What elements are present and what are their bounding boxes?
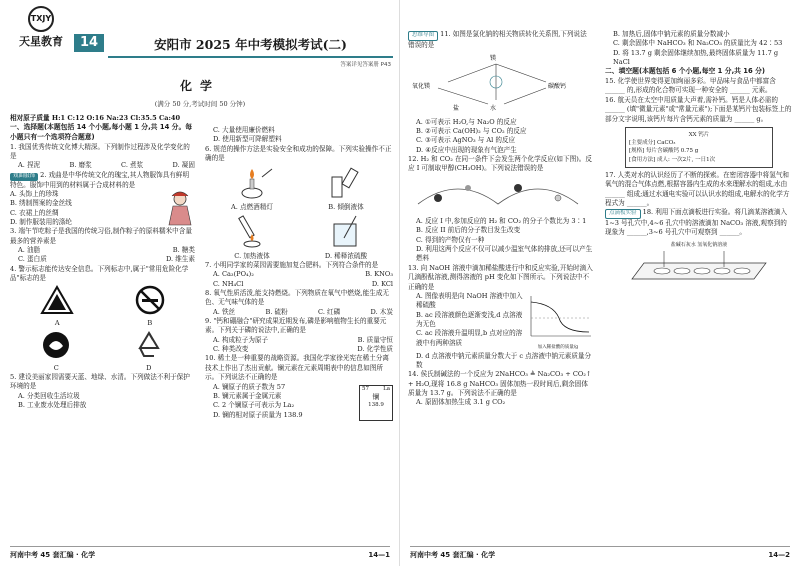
water-saving-icon	[41, 330, 71, 360]
question-13: 13. 向 NaOH 溶液中滴加稀盐酸进行中和反应实验,开始时滴入几滴酚酞溶液,测得溶液的 pH 变化如下图所示。下列说法中不正确的是	[408, 263, 593, 291]
option[interactable]: D. 凝固	[172, 161, 195, 170]
label-line: [食用方法] 成人: 一次2片, 一日1次	[629, 156, 716, 163]
question-3: 3. 端午节吃粽子是我国的传统习俗,制作粽子的原料糯米中含量最多的营养素是	[10, 227, 192, 245]
question-16: 16. 航天员在太空中用质量大声着,需补钙。钙是人体必需的 ______ (填"微量元素"或"常量元素");下面是某钙片包装标签上的部分文字说明,该钙片每片含钙元素的质量为 ______ g。	[605, 95, 792, 123]
question-4: 4. 警示标志能传达安全信息。下列标志中,属于"常用危险化学品"标志的是	[10, 264, 189, 283]
logo-text: 天星教育	[19, 35, 63, 48]
option[interactable]: B. 硫粉	[265, 307, 288, 316]
option[interactable]: B. ②可表示 Ca(OH)₂ 与 CO₂ 的反应	[416, 126, 527, 135]
alcohol-lamp-icon	[230, 165, 274, 199]
topic-tag: 戏曲服饰	[10, 173, 38, 181]
option[interactable]: B. ac 段溶液颜色逐渐变浅,d 点溶液为无色	[416, 310, 523, 328]
section-2-heading: 二、填空题(本题包括 6 个小题,每空 1 分,共 16 分)	[605, 67, 766, 76]
paper-number-badge: 14	[74, 34, 104, 52]
question-10: 10. 稀土是一种重要的战略资源。我国化学家徐光宪在稀土分离技术上作出了杰出贡献。镧元素在元素周期表中的信息如图所示。下列说法不正确的是	[205, 354, 390, 382]
option[interactable]: B. 反应 II 前后的分子数目发生改变	[416, 226, 521, 235]
option[interactable]: D. 化学性质	[357, 345, 393, 354]
node-label: 氧化镁	[412, 83, 431, 91]
left-column-2	[205, 126, 393, 421]
option[interactable]: D. 镧的相对原子质量为 138.9	[213, 410, 303, 419]
option[interactable]: D. 制作服装用的涤纶	[10, 217, 72, 226]
score-line: (满分 50 分,考试时间 50 分钟)	[154, 100, 246, 108]
question-1-options	[10, 161, 195, 170]
label-line: [主要成分] CaCO₃	[629, 140, 676, 147]
question-6-figures-row-1	[205, 165, 393, 212]
option[interactable]: D. 利用这两个反应不仅可以减少温室气体的排放,还可以产生燃料	[416, 245, 593, 263]
option[interactable]: C. NH₄Cl	[213, 279, 244, 288]
label-line: [规格] 每片含碳酸钙 0.75 g	[629, 148, 699, 155]
option[interactable]: D. 木炭	[370, 307, 393, 316]
pour-liquid-icon	[324, 165, 368, 199]
topic-tag: 点滴板实验	[605, 209, 641, 219]
option[interactable]: C. 衣裙上的丝绸	[10, 208, 59, 217]
option[interactable]: A. ①可表示 H₂O,与 Na₂O 的反应	[416, 117, 517, 126]
page-footer-left	[10, 546, 390, 560]
sign-label: A	[54, 318, 60, 327]
option[interactable]: B. 加热后,固体中钠元素的质量分数减小	[613, 30, 730, 38]
option[interactable]: B. KNO₃	[365, 270, 393, 279]
option[interactable]: A. 点燃酒精灯	[231, 202, 273, 211]
question-17: 17. 人类对水的认识经历了不断的探索。在密闭容器中将氢气和氧气的混合气体点燃,根据容器内生成的水来理解水的组成,水由 ______ 组成;通过水通电实验可以认识水的组成,电解水的化学方程式为 ______。	[605, 170, 790, 207]
question-1: 1. 我国优秀传统文化博大精深。下列制作过程涉及化学变化的是	[10, 142, 190, 160]
footer-book-title: 河南中考 45 套汇编 · 化学	[10, 550, 96, 559]
sign-label: B	[147, 318, 153, 327]
question-14: 14. 侯氏制碱法的一个反应为 2NaHCO₃ ≜ Na₂CO₃ + CO₂↑ + H₂O,现将 16.8 g NaHCO₃ 固体加热一段时间后,剩余固体质量为 13.7 g。下列说法不正确的是	[408, 370, 592, 398]
figure-caption: 盐碱石灰水 氢氧化钠溶液	[670, 241, 728, 248]
option[interactable]: B. 质量守恒	[357, 335, 393, 344]
question-8: 8. 氧气性质活泼,能支持燃烧。下列物质在氧气中燃烧,能生成无色、无气味气体的是	[205, 288, 390, 307]
option[interactable]: B. 糖类	[172, 246, 195, 255]
option[interactable]: A. Ca₃(PO₄)₂	[213, 270, 254, 279]
page-footer-right	[410, 546, 790, 560]
right-column-2	[605, 30, 793, 292]
warning-triangle-icon	[40, 285, 74, 315]
option[interactable]: C. 加热液体	[234, 251, 270, 260]
option[interactable]: D. 使用新型可降解塑料	[213, 135, 282, 144]
option[interactable]: A. 铁丝	[213, 307, 236, 316]
chart-axis-label: 加入稀盐酸的质量/g	[537, 345, 579, 351]
option[interactable]: D. d 点溶液中钠元素质量分数大于 c 点溶液中钠元素质量分数	[416, 351, 592, 369]
option[interactable]: A. 分类回收生活垃圾	[18, 391, 80, 400]
option[interactable]: B. 工业废水处理后排放	[18, 400, 87, 409]
warning-signs-row-2	[10, 330, 195, 373]
sign-label: C	[53, 363, 59, 372]
option[interactable]: A. 捏泥	[18, 161, 41, 170]
question-3-options	[10, 246, 195, 255]
label-line: XX 钙片	[688, 131, 710, 138]
footer-book-title: 河南中考 45 套汇编 · 化学	[410, 550, 496, 559]
answer-reference: 答案详见答案册 P43	[340, 62, 391, 68]
question-9: 9. "钙和硼融合"研究成果近期发布,磷是影响植物生长的重要元素。下列关于磷的说法中,正确的是	[205, 317, 387, 335]
node-label: 镁	[490, 55, 497, 63]
question-6: 6. 规范的操作方法是实验安全和成功的保障。下列实验操作不正确的是	[205, 144, 392, 163]
dilute-acid-icon	[324, 214, 368, 248]
header	[8, 4, 393, 76]
option[interactable]: C. 剩余固体中 NaHCO₃ 和 Na₂CO₃ 的质量比为 42∶53	[613, 39, 783, 48]
warning-signs-row-1	[10, 285, 195, 328]
option[interactable]: C. 2 个镧原子可表示为 La₂	[213, 401, 295, 410]
option[interactable]: A. 构成粒子为原子	[213, 335, 269, 344]
option[interactable]: A. 头饰上的珍珠	[10, 189, 59, 198]
question-6-figures-row-2	[205, 214, 393, 261]
option[interactable]: C. 大量使用廉价燃料	[213, 126, 275, 134]
option[interactable]: C. 得到的产物仅有一种	[416, 235, 485, 244]
option[interactable]: C. 蛋白质	[18, 255, 47, 264]
element-card: 57 La 镧 138.9	[359, 385, 393, 421]
question-12: 12. H₂ 和 CO₂ 在同一条件下会发生两个化学反应(如下图)。反应 I 可制取甲醇(CH₃OH)。下列说法错误的是	[408, 154, 592, 173]
calcium-label-card	[625, 127, 773, 168]
reaction-diagram	[408, 174, 588, 214]
recycle-icon	[134, 330, 164, 360]
question-7: 7. 小明同学家的菜园需要施加复合肥料。下列符合条件的是	[205, 260, 379, 269]
left-column-1	[10, 114, 195, 410]
option[interactable]: C. 种类改变	[213, 345, 249, 354]
star-logo-icon: TXJY	[28, 6, 54, 32]
question-2: 戏曲服饰 2. 戏曲是中华传统文化的瑰宝,其人物服饰具有鲜明特色。服饰中用到的材料属于合成材料的是	[10, 170, 190, 189]
option[interactable]: C. 煮浆	[121, 161, 144, 170]
subject-title: 化学	[179, 79, 220, 93]
node-label: 水	[490, 105, 497, 113]
option[interactable]: C. ac 段溶液升温明显,b 点对应的溶液中有两种溶质	[416, 329, 523, 347]
right-column-1	[408, 30, 593, 408]
option[interactable]: C. ③可表示 AgNO₃ 与 Al 的反应	[416, 136, 516, 145]
ph-curve-chart	[523, 292, 593, 342]
question-2-body	[10, 190, 195, 227]
no-smoking-icon	[135, 285, 165, 315]
title-bar	[108, 36, 393, 58]
option[interactable]: A. 镧原子的质子数为 57	[213, 382, 286, 391]
right-page	[400, 0, 800, 566]
option[interactable]: B. 绣制图案的金丝线	[10, 199, 72, 208]
option[interactable]: D. 稀释浓硫酸	[324, 251, 368, 260]
option[interactable]: D. 将 13.7 g 剩余固体继续加热,最终固体质量为 11.7 g NaCl	[613, 48, 779, 67]
option[interactable]: B. 倾倒液体	[328, 202, 364, 211]
node-label: 碳酸钙	[548, 83, 567, 91]
sign-label: D	[146, 363, 152, 372]
opera-figure-icon	[165, 190, 195, 226]
option[interactable]: B. 镧元素属于金属元素	[213, 391, 282, 400]
option[interactable]: A. 油脂	[18, 246, 41, 255]
option[interactable]: A. 反应 I 中,参加反应的 H₂ 和 CO₂ 的分子个数比为 3∶1	[416, 217, 587, 226]
topic-tag: 思维导图	[408, 31, 438, 41]
option[interactable]: D. KCl	[371, 279, 393, 288]
option[interactable]: D. 维生素	[165, 255, 195, 264]
option[interactable]: A. 图像表明是向 NaOH 溶液中加入稀硫酸	[416, 291, 523, 310]
page-number: 14—1	[368, 550, 390, 559]
option[interactable]: D. ④反应中出现的现象有气泡产生	[416, 145, 517, 154]
page-number: 14—2	[768, 550, 790, 559]
question-15: 15. 化学使世界变得更加绚丽多彩。甲品味与食品中都富含 ______ 的,形成的化合物可实现一种安全的 ______ 元素。	[605, 77, 776, 95]
logo	[10, 4, 72, 62]
question-11: 思维导图 11. 如图是氯化钠的相关物质转化关系图,下列说法错误的是	[408, 30, 587, 49]
question-5: 5. 建设美丽家园需要天蓝、地绿、水清。下列做法不利于保护环境的是	[10, 372, 190, 391]
spot-plate-icon	[624, 249, 774, 289]
option[interactable]: B. 磨浆	[69, 161, 92, 170]
option[interactable]: A. 原固体加热生成 3.1 g CO₂	[416, 398, 506, 407]
conversion-diagram	[408, 52, 588, 114]
heating-tube-icon	[230, 214, 274, 248]
section-1-heading: 一、选择题(本题包括 14 个小题,每小题 1 分,共 14 分。每小题只有一个选项符合题意)	[10, 123, 193, 141]
exam-title: 安阳市 2025 年中考模拟考试(二)	[154, 37, 347, 52]
option[interactable]: C. 红磷	[318, 307, 341, 316]
question-18: 点滴板实验 18. 利用下面点滴板进行实验。将几滴某溶液滴入 1~3 号孔穴中,4~6 孔穴中的溶液滴加 NaCO₃ 溶液,观察到的现象为 ______,3~6 号孔穴中可观察到 ______。	[605, 208, 788, 237]
node-label: 盐	[453, 105, 460, 113]
atomic-mass: 相对原子质量 H:1 C:12 O:16 Na:23 Cl:35.5 Ca:40	[10, 114, 181, 122]
